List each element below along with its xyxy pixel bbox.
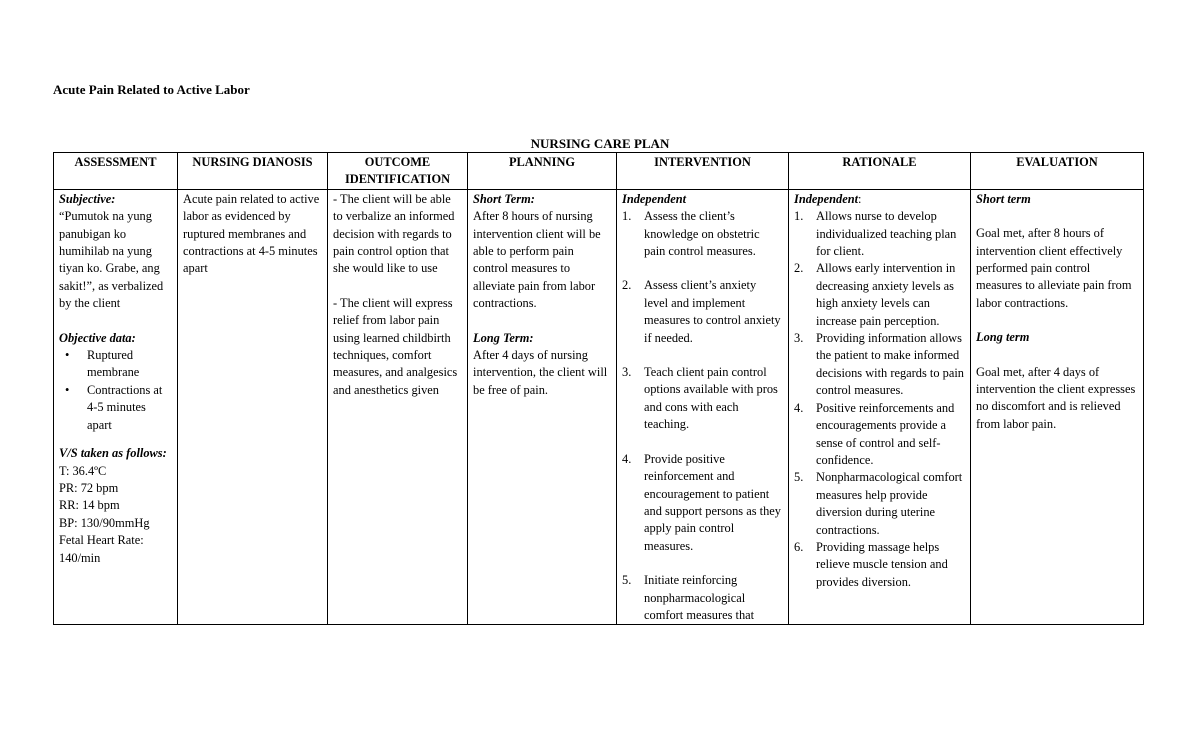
item-text: Allows early intervention in decreasing anxiety levels as high anxiety levels can increase pain perception.: [816, 261, 956, 328]
objective-item: • Contractions at 4-5 minutes apart: [87, 382, 172, 434]
list-item: [622, 451, 783, 555]
vital-respiratory-rate: RR: 14 bpm: [59, 498, 120, 513]
list-item: [794, 539, 965, 591]
item-number: 5.: [622, 573, 632, 588]
header-planning: PLANNING: [468, 153, 617, 190]
list-item: [794, 400, 965, 470]
item-text: Teach client pain control options available with pros and cons with each teaching.: [644, 365, 778, 432]
intervention-independent-label: Independent: [622, 191, 687, 206]
vs-label: V/S taken as follows:: [59, 446, 167, 461]
list-item: [622, 277, 783, 347]
evaluation-short-text: Goal met, after 8 hours of intervention client effectively performed pain control measures to alleviate pain from labor contractions.: [976, 226, 1132, 310]
item-text: Assess the client’s knowledge on obstetric pain control measures.: [644, 209, 760, 259]
list-item: [794, 208, 965, 260]
item-text: Nonpharmacological comfort measures help provide diversion during uterine contractions.: [816, 470, 963, 537]
outcome-cell: [328, 189, 468, 625]
item-number: 5.: [794, 470, 804, 485]
header-intervention: INTERVENTION: [617, 153, 789, 190]
long-term-label: Long Term:: [473, 330, 534, 345]
item-number: 3.: [794, 331, 804, 346]
diagnosis-text: Acute pain related to active labor as evidenced by ruptured membranes and contractions at 4-5 minutes apart: [183, 191, 320, 276]
item-text: Positive reinforcements and encouragements provide a sense of control and self-confidence.: [816, 400, 955, 467]
item-text: Initiate reinforcing nonpharmacological comfort measures that: [644, 573, 755, 622]
vital-pulse-rate: PR: 72 bpm: [59, 480, 119, 495]
table-header-row: [54, 153, 1144, 190]
item-number: 3.: [622, 365, 632, 380]
list-item: [794, 330, 965, 400]
outcome-item: - The client will be able to verbalize an informed decision with regards to pain control option that she would like to use: [333, 191, 455, 276]
header-evaluation: EVALUATION: [971, 153, 1144, 190]
item-number: 1.: [622, 209, 632, 224]
assessment-cell: [54, 189, 178, 625]
evaluation-short-label: Short term: [976, 191, 1031, 206]
rationale-independent-heading: [794, 191, 965, 208]
objective-list: [59, 347, 172, 434]
objective-item: • Ruptured membrane: [87, 347, 172, 382]
vital-blood-pressure: BP: 130/90mmHg: [59, 515, 150, 530]
rationale-list: [794, 208, 965, 591]
evaluation-long-text: Goal met, after 4 days of intervention the client expresses no discomfort and is relieved from labor pain.: [976, 364, 1136, 431]
objective-label: Objective data:: [59, 330, 136, 345]
item-number: 2.: [794, 261, 804, 276]
header-outcome-line1: OUTCOME: [364, 155, 431, 169]
outcome-item: - The client will express relief from labor pain using learned childbirth techniques, comfort measures, and analgesics and anesthetics given: [333, 295, 458, 397]
item-number: 4.: [794, 400, 804, 415]
vital-temperature: T: 36.4ºC: [59, 463, 107, 478]
long-term-text: After 4 days of nursing intervention, the client will be free of pain.: [473, 348, 608, 397]
table-title: NURSING CARE PLAN: [530, 136, 670, 151]
nursing-care-plan-table: [53, 152, 1144, 625]
item-text: Providing information allows the patient to make informed decisions with regards to pain control measures.: [816, 331, 964, 398]
short-term-label: Short Term:: [473, 191, 535, 206]
planning-cell: [468, 189, 617, 625]
item-number: 6.: [794, 539, 804, 554]
item-text: Assess client’s anxiety level and implement measures to control anxiety if needed.: [644, 278, 781, 345]
intervention-cell: [617, 189, 789, 625]
subjective-label: Subjective:: [59, 191, 116, 206]
document-heading: Acute Pain Related to Active Labor: [53, 82, 250, 97]
item-number: 1.: [794, 209, 804, 224]
rationale-label-colon: :: [858, 191, 862, 206]
list-item: [622, 364, 783, 434]
item-number: 2.: [622, 278, 632, 293]
evaluation-cell: [971, 189, 1144, 625]
subjective-text: “Pumutok na yung panubigan ko humihilab na yung tiyan ko. Grabe, ang sakit!”, as verbalized by the client: [59, 209, 164, 311]
intervention-list: [622, 208, 783, 624]
header-outcome: [328, 153, 468, 190]
list-item: [622, 572, 783, 624]
rationale-independent-label: Independent: [794, 191, 859, 206]
item-text: Provide positive reinforcement and encouragement to patient and support persons as they apply pain control measures.: [644, 451, 781, 553]
rationale-cell: [789, 189, 971, 625]
item-text: Providing massage helps relieve muscle tension and provides diversion.: [816, 539, 948, 589]
header-assessment: ASSESSMENT: [54, 153, 178, 190]
evaluation-long-label: Long term: [976, 330, 1030, 345]
header-rationale: RATIONALE: [789, 153, 971, 190]
item-number: 4.: [622, 451, 632, 466]
list-item: [794, 469, 965, 539]
header-diagnosis: NURSING DIANOSIS: [178, 153, 328, 190]
short-term-text: After 8 hours of nursing intervention client will be able to perform pain control measures to alleviate pain from labor contractions.: [473, 209, 601, 311]
vital-fetal-heart-rate: Fetal Heart Rate: 140/min: [59, 533, 144, 565]
list-item: [794, 260, 965, 330]
table-row: [54, 189, 1144, 625]
item-text: Allows nurse to develop individualized teaching plan for client.: [816, 209, 957, 259]
list-item: [622, 208, 783, 260]
diagnosis-cell: [178, 189, 328, 625]
header-outcome-line2: IDENTIFICATION: [344, 172, 451, 187]
